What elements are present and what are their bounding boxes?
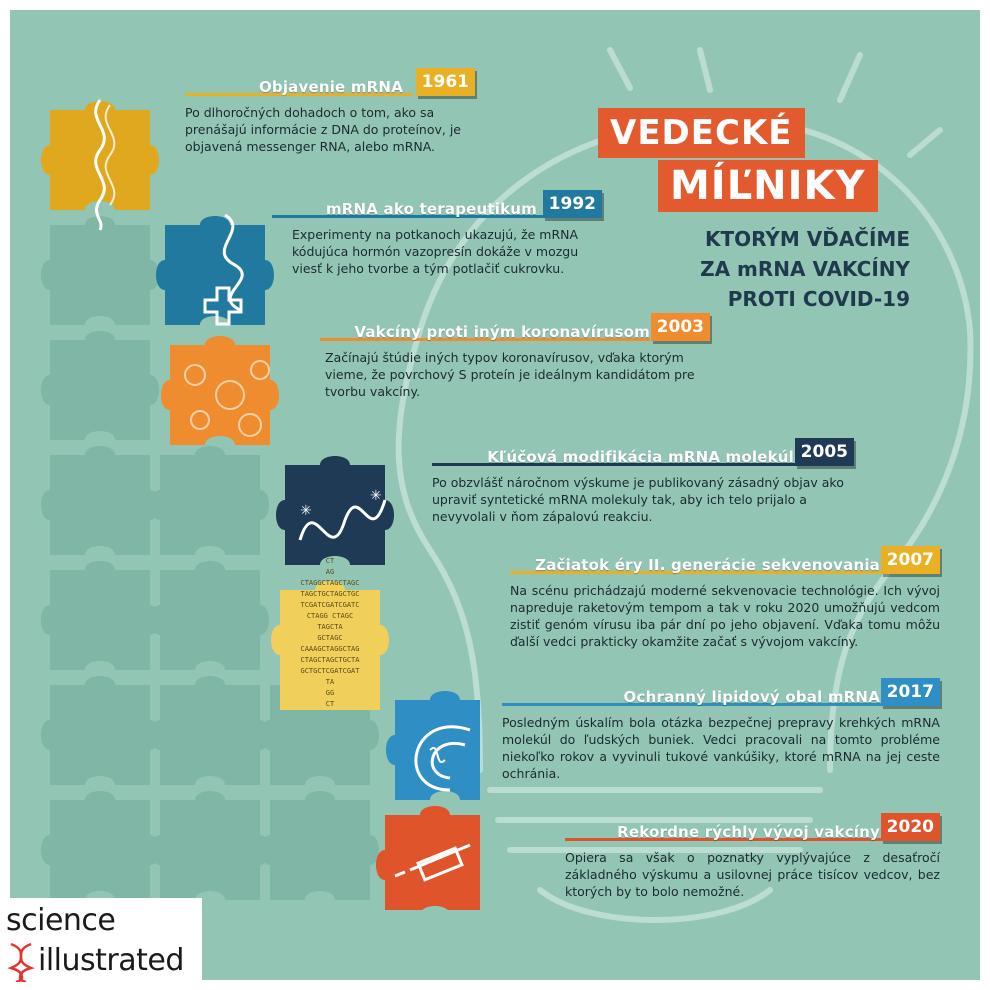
dna-sequence-line: TAGCTA bbox=[317, 623, 343, 631]
dna-sequence-line: GCTAGC bbox=[317, 634, 343, 642]
milestone-label: Objavenie mRNA bbox=[258, 78, 403, 96]
puzzle-1992 bbox=[156, 215, 274, 325]
science-illustrated-logo bbox=[0, 898, 202, 990]
title-line-2: MÍĽNIKY bbox=[658, 160, 878, 212]
subtitle-line: PROTI COVID-19 bbox=[727, 287, 910, 311]
milestone-description: Opiera sa však o poznatky vyplývajúce z desaťročí základného výskumu a usilovnej práce tisícov vedcov, bez ktorých by to bolo nemožné. bbox=[565, 850, 940, 899]
dna-sequence-line: TAGCTGCTAGCTGC bbox=[300, 590, 360, 598]
milestone-description: Po obzvlášť náročnom výskume je publikovaný zásadný objav ako upraviť syntetické mRNA molekuly tak, aby ich telo prijalo a nevyvolali v ňom zápalovú reakciu. bbox=[432, 475, 844, 524]
milestone-description: Začínajú štúdie iných typov koronavírusov, vďaka ktorým vieme, že povrchový S proteín je ideálnym kandidátom pre tvorbu vakcíny. bbox=[325, 350, 695, 399]
dna-sequence-line: AG bbox=[325, 568, 335, 576]
milestone-description: Po dlhoročných dohadoch o tom, ako sa prenášajú informácie z DNA do proteínov, je objavená messenger RNA, alebo mRNA. bbox=[185, 105, 462, 154]
milestone-label: Vakcíny proti iným koronavírusom bbox=[354, 323, 650, 341]
milestone-label: Ochranný lipidový obal mRNA bbox=[623, 688, 880, 706]
subtitle-line: ZA mRNA VAKCÍNY bbox=[700, 257, 910, 281]
milestone-year: 2020 bbox=[881, 813, 940, 841]
milestone-year: 1961 bbox=[416, 68, 475, 96]
dna-sequence-line: CTAGCTAGCTGCTA bbox=[300, 656, 360, 664]
dna-sequence-line: TA bbox=[325, 678, 335, 686]
infographic-panel bbox=[10, 10, 980, 980]
milestone-label: Začiatok éry II. generácie sekvenovania bbox=[535, 556, 880, 574]
svg-text:✳: ✳ bbox=[370, 488, 382, 504]
dna-sequence-line: CTAGG CTAGC bbox=[306, 612, 354, 620]
puzzle-2003 bbox=[161, 336, 279, 445]
dna-helix-icon bbox=[6, 942, 36, 982]
puzzle-2007 bbox=[271, 557, 389, 710]
milestone-year: 1992 bbox=[543, 190, 602, 218]
puzzle-2020 bbox=[376, 806, 480, 910]
subtitle bbox=[610, 224, 910, 314]
milestone-description: Na scénu prichádzajú moderné sekvenovacie technológie. Ich vývoj napreduje raketovým tempom a tak v roku 2020 umožňujú vedcom zistiť genóm vírusu iba pár dní po jeho objavení. Vďaka tomu môžu ďalší vedci prakticky okamžite začať s vývojom vakcíny. bbox=[510, 583, 940, 649]
puzzle-2005 bbox=[276, 456, 394, 565]
milestone-label: mRNA ako terapeutikum bbox=[325, 200, 537, 218]
dna-sequence-line: GCTGCTCGATCGAT bbox=[300, 667, 360, 675]
milestone-year: 2017 bbox=[881, 678, 940, 706]
puzzle-2017 bbox=[386, 691, 480, 800]
milestone-label: Kľúčová modifikácia mRNA molekúl bbox=[487, 448, 794, 466]
milestone-year: 2007 bbox=[881, 546, 940, 574]
logo-word-illustrated: illustrated bbox=[38, 943, 184, 978]
puzzle-1961 bbox=[41, 100, 159, 230]
milestone-description: Posledným úskalím bola otázka bezpečnej prepravy krehkých mRNA molekúl do ľudských buniek. Vedci pracovali na tomto probléme niekoľko rokov a vyvinuli tukové vankúšiky, ktoré mRNA na jej ceste ochránia. bbox=[502, 715, 940, 781]
milestone-description: Experimenty na potkanoch ukazujú, že mRNA kódujúca hormón vazopresín dokáže v mozgu viesť k jeho tvorbe a tým potlačiť cukrovku. bbox=[292, 227, 579, 276]
svg-text:✳: ✳ bbox=[300, 503, 312, 519]
dna-sequence-line: GG bbox=[325, 689, 335, 697]
milestone-label: Rekordne rýchly vývoj vakcíny bbox=[617, 823, 880, 841]
dna-sequence-line: CAAAGCTAGGCTAG bbox=[300, 645, 360, 653]
dna-sequence-line: TCGATCGATCGATC bbox=[300, 601, 360, 609]
title-line-1: VEDECKÉ bbox=[598, 108, 805, 158]
subtitle-line: KTORÝM VĎAČÍME bbox=[704, 227, 910, 251]
dna-sequence-line: CT bbox=[325, 700, 335, 708]
dna-sequence-line: CTAGGCTAGCTAGC bbox=[300, 579, 360, 587]
dna-sequence-line: CT bbox=[325, 557, 335, 565]
milestone-year: 2003 bbox=[651, 313, 710, 341]
logo-word-science: science bbox=[6, 903, 116, 938]
milestone-year: 2005 bbox=[795, 438, 854, 466]
